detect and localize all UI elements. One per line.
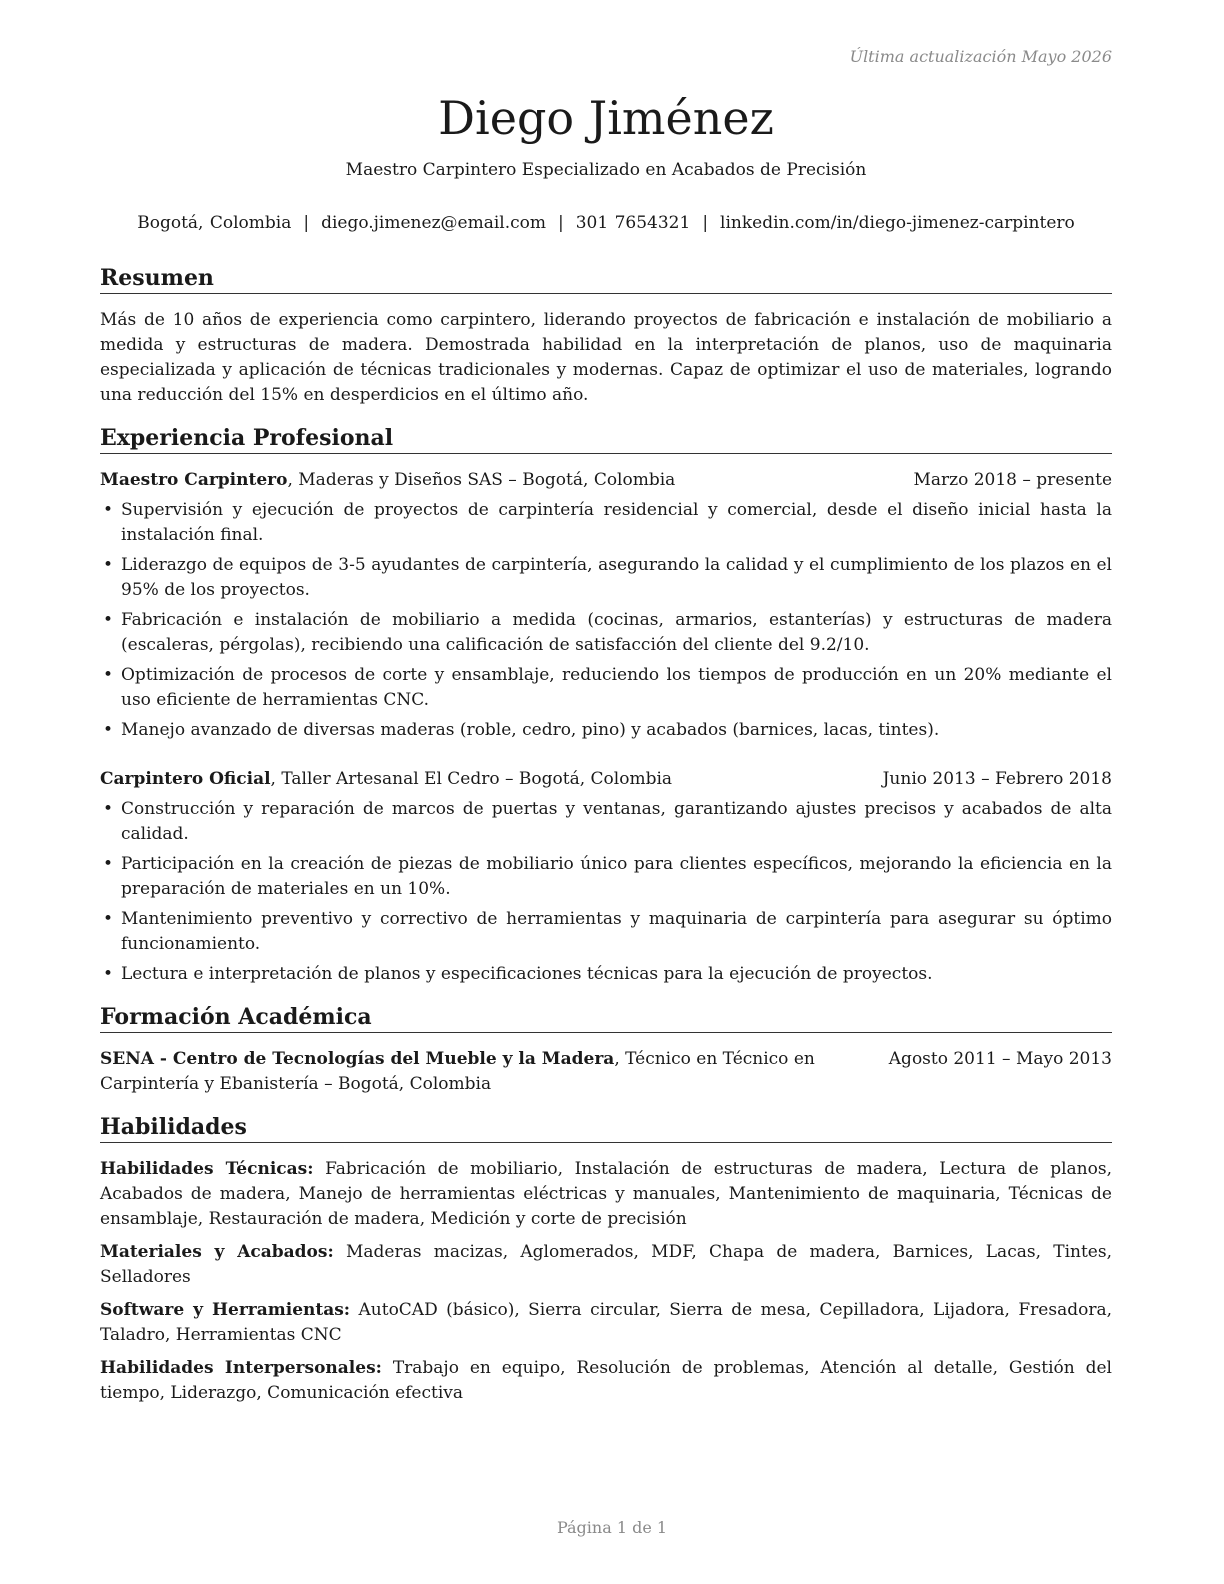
job-header	[100, 468, 1112, 493]
skill-group	[100, 1157, 1112, 1232]
candidate-headline: Maestro Carpintero Especializado en Acabados de Precisión	[345, 160, 867, 180]
job-header	[100, 767, 1112, 792]
education-entry	[100, 1047, 1112, 1097]
skill-group-label: Materiales y Acabados:	[100, 1242, 334, 1262]
job-entry	[100, 468, 1112, 743]
skills-section	[100, 1113, 1112, 1406]
section-title-summary: Resumen	[100, 264, 1112, 294]
job-bullet: • Construcción y reparación de marcos de puertas y ventanas, garantizando ajustes precisos y acabados de alta calidad.	[100, 797, 1112, 847]
job-bullet: • Fabricación e instalación de mobiliario a medida (cocinas, armarios, estanterías) y estructuras de madera (escaleras, pérgolas), recibiendo una calificación de satisfacción del cliente del 9.2/10.	[100, 608, 1112, 658]
skill-group	[100, 1240, 1112, 1290]
contact-email[interactable]: diego.jimenez@email.com	[321, 213, 546, 233]
summary-text: Más de 10 años de experiencia como carpintero, liderando proyectos de fabricación e instalación de mobiliario a medida y estructuras de madera. Demostrada habilidad en la interpretación de planos, uso de maquinaria especializada y aplicación de técnicas tradicionales y modernas. Capaz de optimizar el uso de materiales, logrando una reducción del 15% en desperdicios en el último año.	[100, 310, 1112, 405]
skill-group	[100, 1356, 1112, 1406]
education-section	[100, 1003, 1112, 1097]
skill-group-label: Software y Herramientas:	[100, 1300, 351, 1320]
skill-group-label: Habilidades Interpersonales:	[100, 1358, 382, 1378]
experience-section	[100, 424, 1112, 987]
education-degree: , Técnico en Técnico en Carpintería y Ebanistería – Bogotá, Colombia	[100, 1049, 815, 1094]
section-title-skills: Habilidades	[100, 1113, 1112, 1143]
candidate-name: Diego Jiménez	[438, 91, 774, 145]
contact-separator: |	[558, 213, 564, 233]
contact-separator: |	[303, 213, 310, 233]
last-updated: Última actualización Mayo 2026	[849, 47, 1112, 66]
page-number: Página 1 de 1	[556, 1518, 668, 1537]
contact-location: Bogotá, Colombia	[137, 213, 292, 233]
section-title-education: Formación Académica	[100, 1003, 1112, 1033]
summary-section	[100, 264, 1112, 408]
skill-group-text: Fabricación de mobiliario, Instalación de estructuras de madera, Lectura de planos, Acabados de madera, Manejo de herramientas eléctricas y manuales, Mantenimiento de maquinaria, Técnicas de ensamblaje, Restauración de madera, Medición y corte de precisión	[100, 1159, 1112, 1229]
contact-line	[100, 211, 1112, 236]
job-role: Carpintero Oficial	[100, 769, 271, 789]
job-company: , Maderas y Diseños SAS – Bogotá, Colombia	[287, 470, 676, 490]
job-bullet: • Liderazgo de equipos de 3-5 ayudantes de carpintería, asegurando la calidad y el cumplimiento de los plazos en el 95% de los proyectos.	[100, 553, 1112, 603]
job-bullet: • Optimización de procesos de corte y ensamblaje, reduciendo los tiempos de producción en un 20% mediante el uso eficiente de herramientas CNC.	[100, 663, 1112, 713]
job-company: , Taller Artesanal El Cedro – Bogotá, Colombia	[270, 769, 673, 789]
education-dates: Agosto 2011 – Mayo 2013	[888, 1049, 1112, 1069]
skill-group-label: Habilidades Técnicas:	[100, 1159, 314, 1179]
education-line	[100, 1047, 879, 1097]
job-bullet: • Mantenimiento preventivo y correctivo de herramientas y maquinaria de carpintería para asegurar su óptimo funcionamiento.	[100, 907, 1112, 957]
skill-group-text: AutoCAD (básico), Sierra circular, Sierra de mesa, Cepilladora, Lijadora, Fresadora, Taladro, Herramientas CNC	[100, 1300, 1113, 1345]
skill-group-text: Trabajo en equipo, Resolución de problemas, Atención al detalle, Gestión del tiempo, Liderazgo, Comunicación efectiva	[100, 1358, 1112, 1403]
job-entry	[100, 767, 1112, 987]
education-institution: SENA - Centro de Tecnologías del Mueble y la Madera	[100, 1049, 615, 1069]
job-dates: Junio 2013 – Febrero 2018	[882, 769, 1112, 789]
skill-group	[100, 1298, 1112, 1348]
job-role: Maestro Carpintero	[100, 470, 288, 490]
job-bullets	[100, 498, 1112, 743]
job-bullet: • Lectura e interpretación de planos y especificaciones técnicas para la ejecución de proyectos.	[100, 962, 1112, 987]
contact-separator: |	[702, 213, 709, 233]
job-bullet: • Participación en la creación de piezas de mobiliario único para clientes específicos, mejorando la eficiencia en la preparación de materiales en un 10%.	[100, 852, 1112, 902]
job-bullet: • Supervisión y ejecución de proyectos de carpintería residencial y comercial, desde el diseño inicial hasta la instalación final.	[100, 498, 1112, 548]
contact-linkedin[interactable]: linkedin.com/in/diego-jimenez-carpintero	[720, 213, 1075, 233]
job-dates: Marzo 2018 – presente	[913, 470, 1112, 490]
job-bullets	[100, 797, 1112, 987]
job-bullet: • Manejo avanzado de diversas maderas (roble, cedro, pino) y acabados (barnices, lacas, tintes).	[100, 718, 1112, 743]
contact-phone: 301 7654321	[575, 213, 691, 233]
section-title-experience: Experiencia Profesional	[100, 424, 1112, 454]
job-title-line	[100, 468, 675, 493]
skill-group-text: Maderas macizas, Aglomerados, MDF, Chapa de madera, Barnices, Lacas, Tintes, Selladores	[100, 1242, 1112, 1287]
job-title-line	[100, 767, 672, 792]
